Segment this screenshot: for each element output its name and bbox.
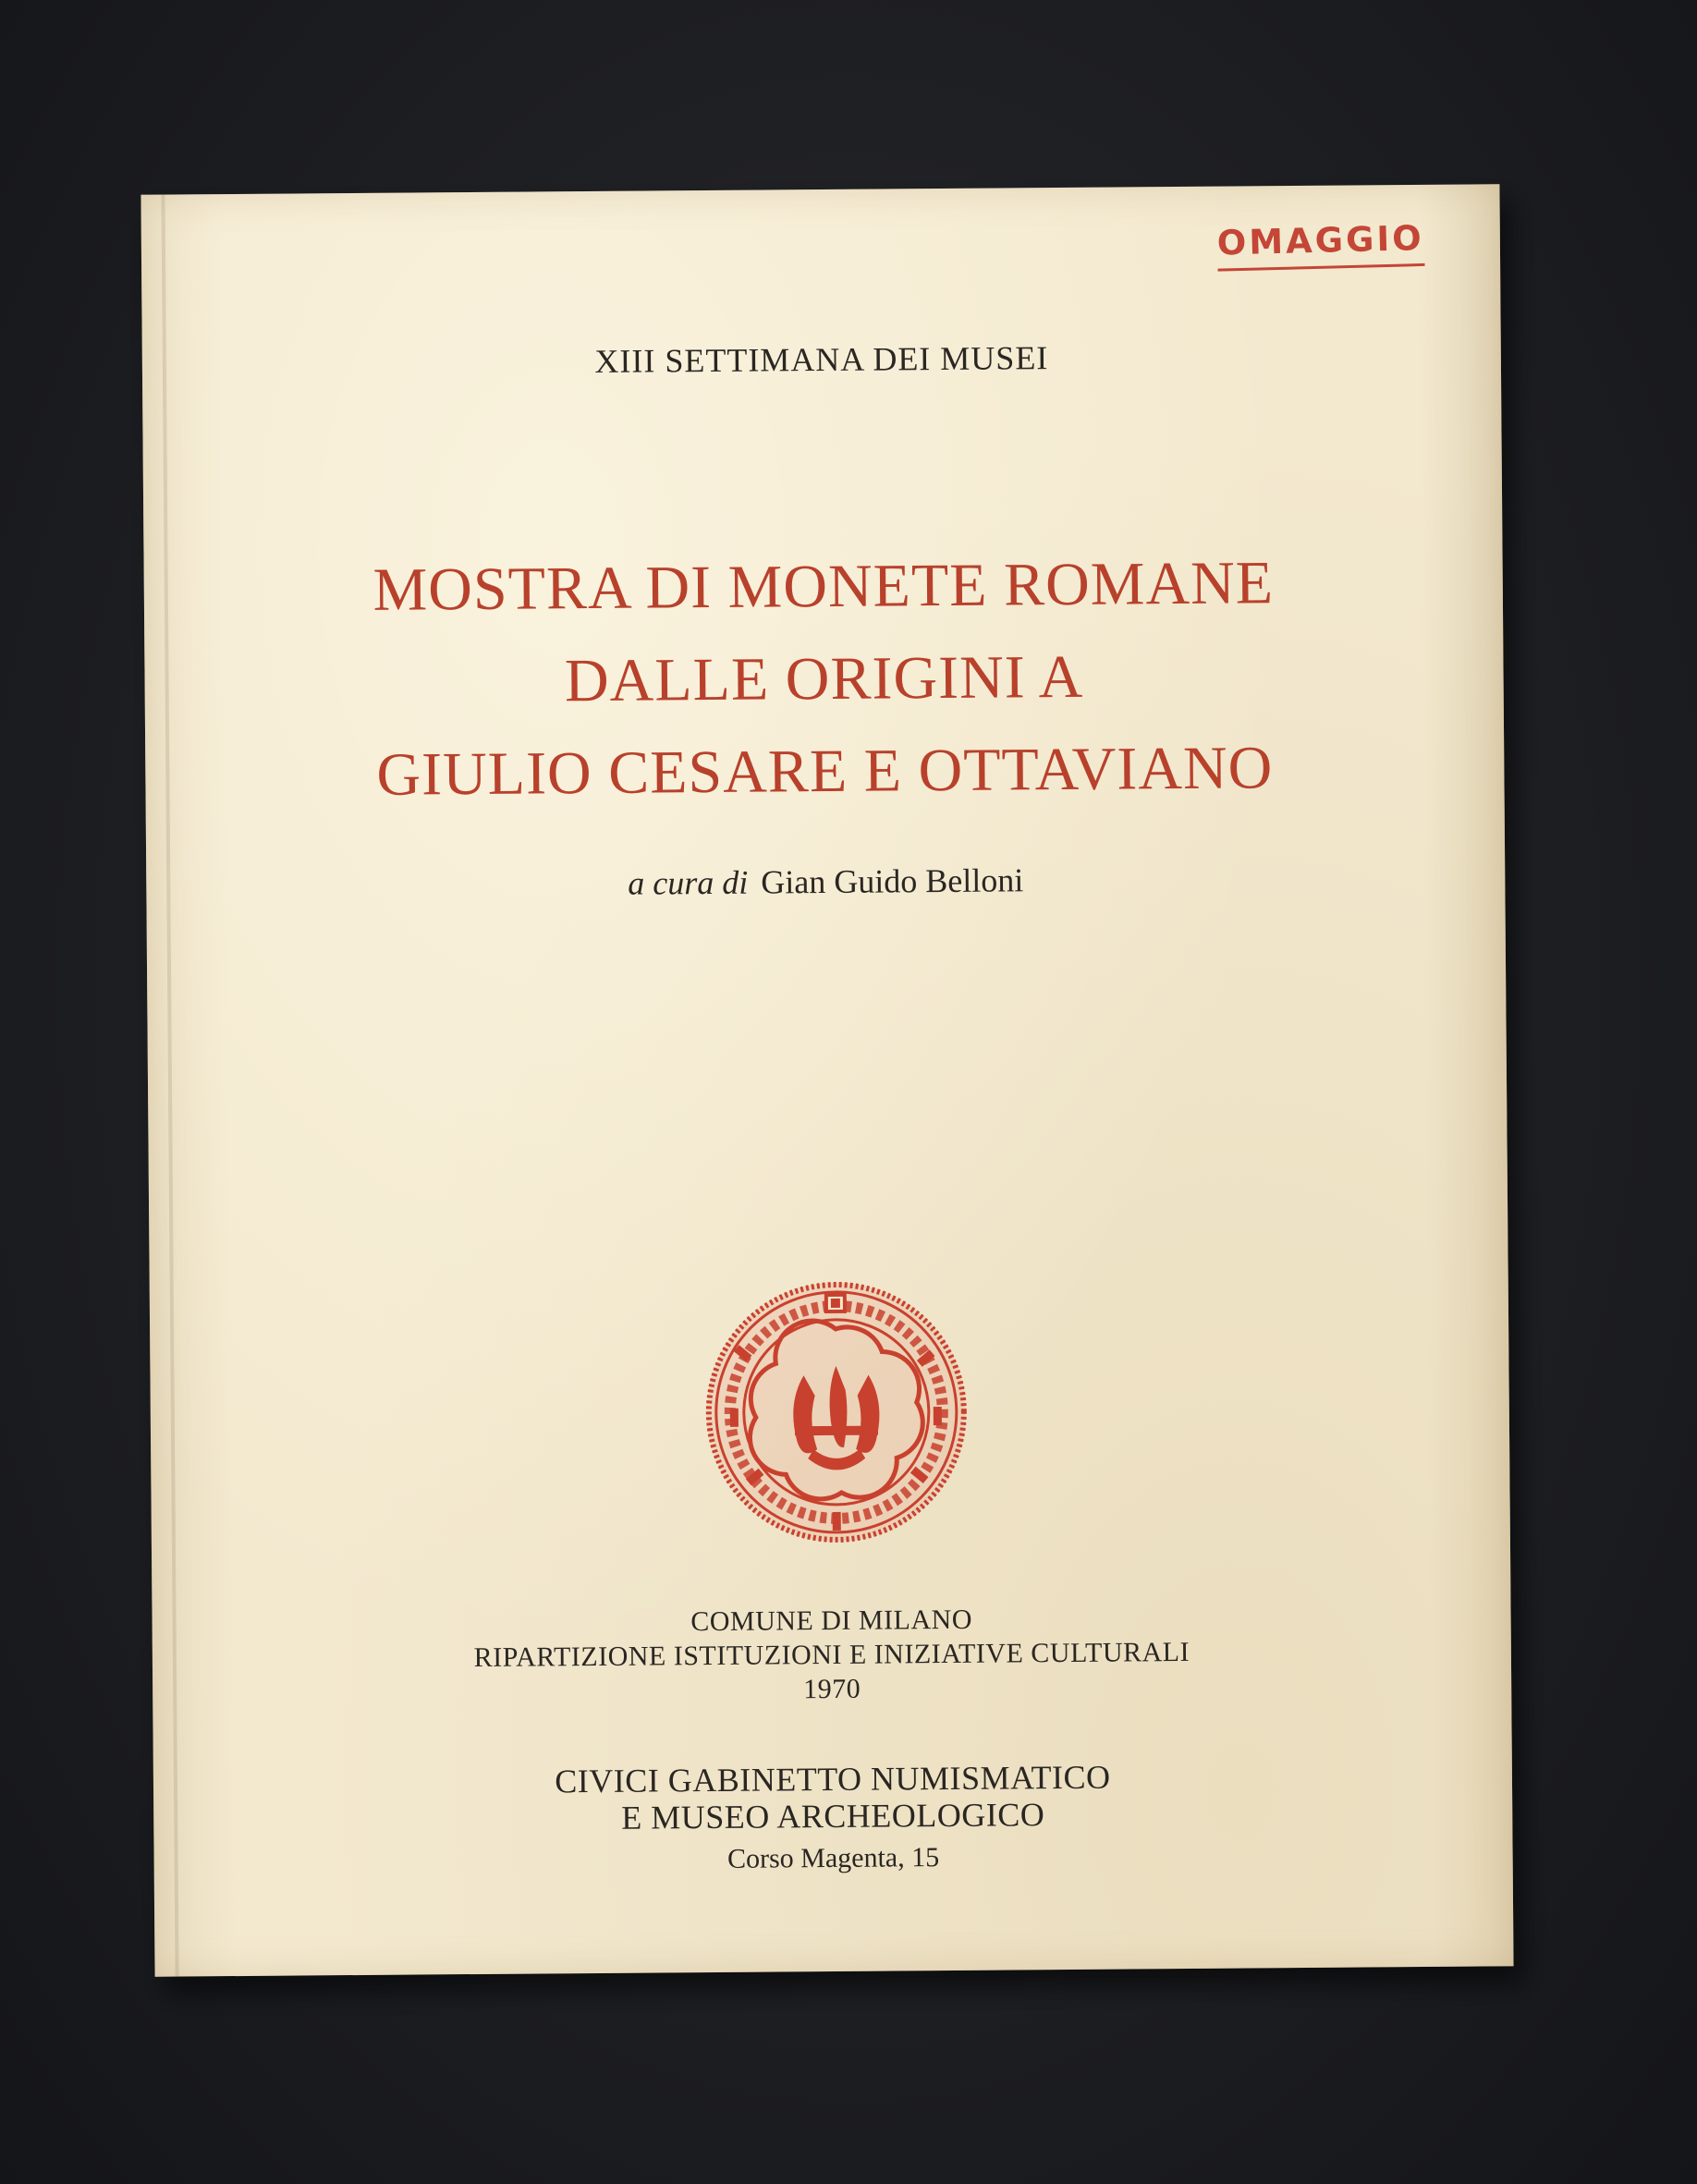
museum-line: E MUSEO ARCHEOLOGICO — [621, 1796, 1045, 1836]
booklet-cover — [140, 184, 1513, 1976]
museum-block — [153, 1755, 1513, 1840]
coin-seal-icon — [702, 1277, 971, 1547]
publisher-line: 1970 — [803, 1673, 861, 1705]
title-line: GIULIO CESARE E OTTAVIANO — [376, 734, 1274, 809]
museum-address: Corso Magenta, 15 — [726, 1842, 940, 1874]
curator-name: Gian Guido Belloni — [761, 861, 1024, 901]
cover-title — [143, 535, 1504, 824]
curator-prefix: a cura di — [628, 863, 749, 902]
omaggio-stamp: OMAGGIO — [1216, 218, 1424, 272]
publisher-block — [152, 1598, 1511, 1712]
museum-line: CIVICI GABINETTO NUMISMATICO — [555, 1758, 1111, 1800]
title-line: DALLE ORIGINI A — [564, 642, 1084, 715]
publisher-line: COMUNE DI MILANO — [690, 1604, 973, 1638]
title-line: MOSTRA DI MONETE ROMANE — [372, 549, 1275, 624]
publisher-line: RIPARTIZIONE ISTITUZIONI E INIZIATIVE CULTURALI — [473, 1636, 1190, 1674]
curator-line — [146, 857, 1505, 907]
event-heading: XIII SETTIMANA DEI MUSEI — [594, 339, 1049, 380]
